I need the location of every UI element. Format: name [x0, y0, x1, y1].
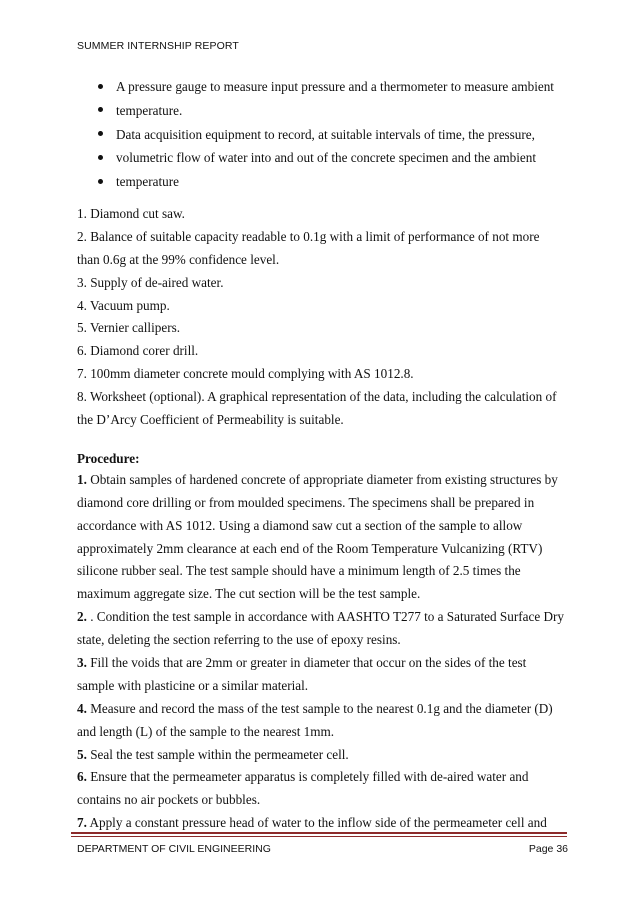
- step-text: Fill the voids that are 2mm or greater in diameter that occur on the sides of the test: [86, 655, 527, 671]
- step-number: 1.: [77, 471, 87, 487]
- procedure-line: [77, 723, 577, 746]
- procedure-steps: [77, 471, 577, 837]
- step-text: sample with plasticine or a similar material.: [77, 677, 309, 693]
- equipment-line: 1. Diamond cut saw.: [77, 205, 185, 221]
- bullet-text: Data acquisition equipment to record, at suitable intervals of time, the pressure,: [116, 126, 535, 142]
- step-text: silicone rubber seal. The test sample should have a minimum length of 2.5 times the: [77, 563, 521, 579]
- page-body: [77, 77, 577, 837]
- step-text: contains no air pockets or bubbles.: [77, 792, 261, 808]
- step-text: Obtain samples of hardened concrete of appropriate diameter from existing structures by: [86, 471, 558, 487]
- step-number: 3.: [77, 655, 87, 671]
- equipment-line: 4. Vacuum pump.: [77, 297, 170, 313]
- step-number: 5.: [77, 746, 87, 762]
- equipment-line: 2. Balance of suitable capacity readable to 0.1g with a limit of performance of not more: [77, 228, 540, 244]
- step-text: Apply a constant pressure head of water to the inflow side of the permeameter cell and: [86, 815, 547, 831]
- procedure-line: [77, 654, 577, 677]
- equipment-line: 6. Diamond corer drill.: [77, 343, 199, 359]
- step-text: state, deleting the section referring to the use of epoxy resins.: [77, 632, 401, 648]
- bullet-item: [77, 148, 577, 172]
- running-header: SUMMER INTERNSHIP REPORT: [77, 40, 239, 52]
- procedure-line: [77, 562, 577, 585]
- equipment-line: than 0.6g at the 99% confidence level.: [77, 251, 280, 267]
- step-number: 7.: [77, 815, 87, 831]
- procedure-line: [77, 471, 577, 494]
- procedure-line: [77, 540, 577, 563]
- equipment-line: 5. Vernier callipers.: [77, 320, 181, 336]
- step-text: diamond core drilling or from moulded specimens. The specimens shall be prepared in: [77, 494, 535, 510]
- procedure-line: [77, 791, 577, 814]
- step-number: 2.: [77, 609, 87, 625]
- bullet-icon: [98, 179, 103, 184]
- bullet-text: A pressure gauge to measure input pressure and a thermometer to measure ambient: [116, 79, 554, 94]
- bullet-item: [77, 77, 577, 101]
- step-text: and length (L) of the sample to the nearest 1mm.: [77, 723, 335, 739]
- procedure-line: [77, 700, 577, 723]
- bullet-icon: [98, 155, 103, 160]
- equipment-line: 8. Worksheet (optional). A graphical representation of the data, including the calculation of: [77, 389, 557, 405]
- bullet-icon: [98, 84, 103, 89]
- step-text: accordance with AS 1012. Using a diamond saw cut a section of the sample to allow: [77, 517, 523, 533]
- step-text: maximum aggregate size. The cut section will be the test sample.: [77, 586, 421, 602]
- procedure-line: [77, 677, 577, 700]
- procedure-line: [77, 631, 577, 654]
- step-number: 6.: [77, 769, 87, 785]
- step-text: approximately 2mm clearance at each end of the Room Temperature Vulcanizing (RTV): [77, 540, 543, 556]
- step-text: Seal the test sample within the permeameter cell.: [86, 746, 349, 762]
- step-text: Ensure that the permeameter apparatus is completely filled with de-aired water and: [86, 769, 529, 785]
- procedure-heading: Procedure:: [77, 450, 140, 466]
- bullet-item: [77, 172, 577, 196]
- bullet-text: volumetric flow of water into and out of the concrete specimen and the ambient: [116, 150, 537, 166]
- footer-divider: [71, 832, 567, 837]
- bullet-text: temperature.: [116, 102, 183, 118]
- section-gap: [77, 434, 577, 450]
- bullet-list: [77, 77, 577, 196]
- procedure-line: [77, 494, 577, 517]
- procedure-line: [77, 585, 577, 608]
- equipment-list: [77, 205, 577, 434]
- procedure-line: [77, 517, 577, 540]
- bullet-item: [77, 125, 577, 149]
- equipment-line: 7. 100mm diameter concrete mould complying with AS 1012.8.: [77, 366, 414, 382]
- bullet-icon: [98, 131, 103, 136]
- bullet-item: [77, 101, 577, 125]
- procedure-line: [77, 608, 577, 631]
- step-text: Measure and record the mass of the test sample to the nearest 0.1g and the diameter (D): [86, 700, 553, 716]
- equipment-line: the D’Arcy Coefficient of Permeability is suitable.: [77, 412, 344, 427]
- step-text: . Condition the test sample in accordance with AASHTO T277 to a Saturated Surface Dry: [86, 609, 564, 625]
- bullet-icon: [98, 107, 103, 112]
- bullet-text: temperature: [116, 174, 179, 190]
- procedure-line: [77, 768, 577, 791]
- procedure-line: [77, 746, 577, 769]
- footer-department: DEPARTMENT OF CIVIL ENGINEERING: [77, 843, 271, 855]
- step-number: 4.: [77, 700, 87, 716]
- footer-page-number: Page 36: [528, 843, 568, 855]
- equipment-line: 3. Supply of de-aired water.: [77, 274, 224, 290]
